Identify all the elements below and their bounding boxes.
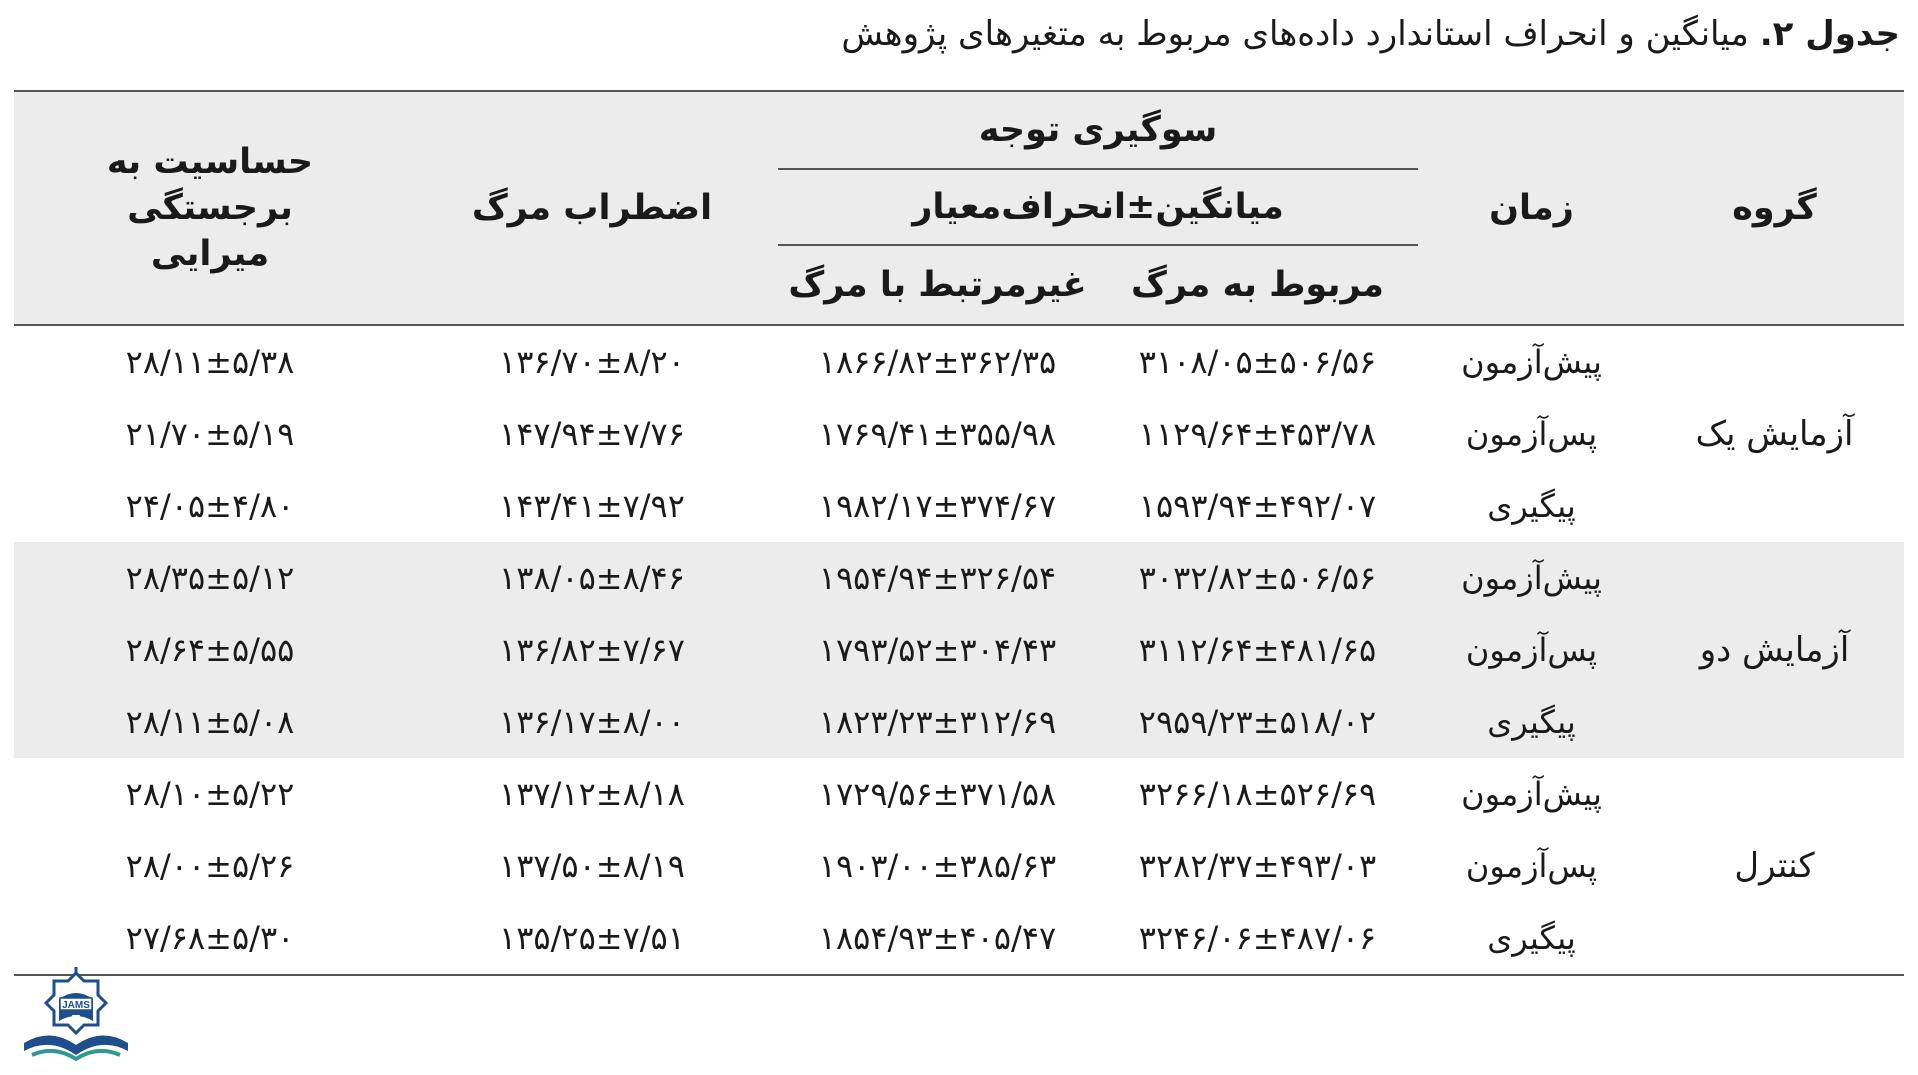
death-anxiety-cell xyxy=(406,830,778,902)
mortality-salience-cell xyxy=(14,542,406,614)
table-header xyxy=(14,91,1904,325)
death-unrelated-cell xyxy=(778,542,1097,614)
death-unrelated-cell-value: ۱۸۵۴/۹۳±۴۰۵/۴۷ xyxy=(818,919,1057,957)
table-row xyxy=(14,542,1904,614)
header-mean-sd: میانگین±انحراف‌معیار xyxy=(778,169,1418,245)
death-unrelated-cell-value: ۱۸۶۶/۸۲±۳۶۲/۳۵ xyxy=(818,343,1057,381)
death-anxiety-cell xyxy=(406,614,778,686)
table-row xyxy=(14,830,1904,902)
table-row xyxy=(14,614,1904,686)
mortality-salience-cell-value: ۲۸/۱۰±۵/۲۲ xyxy=(125,775,295,813)
mortality-salience-cell xyxy=(14,614,406,686)
mortality-salience-cell-value: ۲۱/۷۰±۵/۱۹ xyxy=(125,415,295,453)
table-row xyxy=(14,470,1904,542)
mortality-salience-cell xyxy=(14,686,406,758)
death-anxiety-cell xyxy=(406,398,778,470)
table-body xyxy=(14,325,1904,975)
mortality-salience-cell xyxy=(14,470,406,542)
death-related-cell-value: ۳۲۴۶/۰۶±۴۸۷/۰۶ xyxy=(1138,919,1377,957)
death-related-cell xyxy=(1097,325,1418,398)
time-cell: پیگیری xyxy=(1418,686,1645,758)
death-anxiety-cell-value: ۱۳۶/۷۰±۸/۲۰ xyxy=(499,343,685,381)
death-related-cell-value: ۳۲۶۶/۱۸±۵۲۶/۶۹ xyxy=(1138,775,1377,813)
death-unrelated-cell-value: ۱۷۲۹/۵۶±۳۷۱/۵۸ xyxy=(818,775,1057,813)
death-unrelated-cell-value: ۱۹۸۲/۱۷±۳۷۴/۶۷ xyxy=(818,487,1057,525)
mortality-salience-cell xyxy=(14,398,406,470)
death-related-cell xyxy=(1097,686,1418,758)
death-unrelated-cell xyxy=(778,686,1097,758)
time-cell: پس‌آزمون xyxy=(1418,614,1645,686)
death-related-cell-value: ۲۹۵۹/۲۳±۵۱۸/۰۲ xyxy=(1138,703,1377,741)
death-unrelated-cell-value: ۱۷۹۳/۵۲±۳۰۴/۴۳ xyxy=(818,631,1057,669)
death-unrelated-cell xyxy=(778,830,1097,902)
death-unrelated-cell xyxy=(778,398,1097,470)
death-related-cell-value: ۳۲۸۲/۳۷±۴۹۳/۰۳ xyxy=(1138,847,1377,885)
death-anxiety-cell xyxy=(406,902,778,975)
death-anxiety-cell-value: ۱۳۷/۱۲±۸/۱۸ xyxy=(499,775,685,813)
death-unrelated-cell xyxy=(778,902,1097,975)
death-anxiety-cell-value: ۱۴۷/۹۴±۷/۷۶ xyxy=(499,415,685,453)
header-death-anxiety: اضطراب مرگ xyxy=(406,91,778,325)
time-cell: پیش‌آزمون xyxy=(1418,542,1645,614)
mortality-salience-cell-value: ۲۸/۶۴±۵/۵۵ xyxy=(125,631,295,669)
time-cell: پیگیری xyxy=(1487,487,1576,525)
caption-label: جدول ۲. xyxy=(1759,14,1900,54)
mortality-salience-cell-value: ۲۸/۰۰±۵/۲۶ xyxy=(125,847,295,885)
time-cell: پیش‌آزمون xyxy=(1461,343,1602,381)
table-caption xyxy=(841,14,1900,54)
book-pen-logo-icon xyxy=(14,965,139,1065)
death-related-cell xyxy=(1097,614,1418,686)
table-row xyxy=(14,758,1904,830)
mortality-salience-cell-value: ۲۸/۳۵±۵/۱۲ xyxy=(125,559,295,597)
death-unrelated-cell-value: ۱۸۲۳/۲۳±۳۱۲/۶۹ xyxy=(818,703,1057,741)
table-row xyxy=(14,398,1904,470)
death-related-cell-value: ۳۱۱۲/۶۴±۴۸۱/۶۵ xyxy=(1138,631,1377,669)
death-anxiety-cell xyxy=(406,325,778,398)
death-anxiety-cell-value: ۱۳۶/۱۷±۸/۰۰ xyxy=(499,703,685,741)
group-name-cell: آزمایش دو xyxy=(1645,542,1904,758)
time-cell: پس‌آزمون xyxy=(1465,847,1598,885)
group-name-cell: آزمایش یک xyxy=(1695,414,1854,454)
mortality-salience-cell-value: ۲۸/۱۱±۵/۳۸ xyxy=(125,343,295,381)
death-related-cell xyxy=(1097,398,1418,470)
death-anxiety-cell xyxy=(406,686,778,758)
mortality-salience-cell xyxy=(14,758,406,830)
header-attention-bias: سوگیری توجه xyxy=(778,91,1418,169)
death-anxiety-cell-value: ۱۳۶/۸۲±۷/۶۷ xyxy=(499,631,685,669)
death-unrelated-cell-value: ۱۹۰۳/۰۰±۳۸۵/۶۳ xyxy=(818,847,1057,885)
death-related-cell-value: ۱۱۲۹/۶۴±۴۵۳/۷۸ xyxy=(1138,415,1377,453)
death-anxiety-cell xyxy=(406,758,778,830)
time-cell: پیش‌آزمون xyxy=(1461,775,1602,813)
death-related-cell-value: ۳۰۳۲/۸۲±۵۰۶/۵۶ xyxy=(1138,559,1377,597)
death-unrelated-cell xyxy=(778,470,1097,542)
caption-text: میانگین و انحراف استاندارد داده‌های مربوط به متغیرهای پژوهش xyxy=(841,14,1749,54)
header-mortality-salience xyxy=(14,91,406,325)
svg-text:JAMS: JAMS xyxy=(62,1000,90,1011)
header-mortality-salience-text: حساسیت به برجستگی میرایی xyxy=(106,142,314,274)
header-time: زمان xyxy=(1418,91,1645,325)
death-unrelated-cell-value: ۱۹۵۴/۹۴±۳۲۶/۵۴ xyxy=(818,559,1057,597)
data-table-container xyxy=(14,90,1904,976)
death-unrelated-cell xyxy=(778,758,1097,830)
table-row xyxy=(14,902,1904,975)
header-death-related: مربوط به مرگ xyxy=(1097,245,1418,325)
mortality-salience-cell-value: ۲۷/۶۸±۵/۳۰ xyxy=(125,919,295,957)
jams-logo xyxy=(14,965,139,1065)
death-anxiety-cell-value: ۱۳۸/۰۵±۸/۴۶ xyxy=(499,559,685,597)
death-related-cell xyxy=(1097,902,1418,975)
death-anxiety-cell-value: ۱۴۳/۴۱±۷/۹۲ xyxy=(499,487,685,525)
time-cell: پس‌آزمون xyxy=(1465,415,1598,453)
header-group: گروه xyxy=(1645,91,1904,325)
death-related-cell xyxy=(1097,758,1418,830)
death-unrelated-cell xyxy=(778,614,1097,686)
death-unrelated-cell xyxy=(778,325,1097,398)
mortality-salience-cell xyxy=(14,325,406,398)
data-table xyxy=(14,90,1904,976)
death-related-cell xyxy=(1097,830,1418,902)
group-name-cell: کنترل xyxy=(1734,846,1815,886)
header-death-unrelated: غیرمرتبط با مرگ xyxy=(778,245,1097,325)
mortality-salience-cell-value: ۲۴/۰۵±۴/۸۰ xyxy=(125,487,295,525)
death-anxiety-cell xyxy=(406,542,778,614)
death-related-cell xyxy=(1097,542,1418,614)
death-related-cell-value: ۱۵۹۳/۹۴±۴۹۲/۰۷ xyxy=(1138,487,1377,525)
mortality-salience-cell-value: ۲۸/۱۱±۵/۰۸ xyxy=(125,703,295,741)
death-unrelated-cell-value: ۱۷۶۹/۴۱±۳۵۵/۹۸ xyxy=(818,415,1057,453)
death-anxiety-cell-value: ۱۳۷/۵۰±۸/۱۹ xyxy=(499,847,685,885)
death-related-cell-value: ۳۱۰۸/۰۵±۵۰۶/۵۶ xyxy=(1138,343,1377,381)
mortality-salience-cell xyxy=(14,830,406,902)
death-anxiety-cell-value: ۱۳۵/۲۵±۷/۵۱ xyxy=(499,919,685,957)
time-cell: پیگیری xyxy=(1487,919,1576,957)
table-row xyxy=(14,325,1904,398)
death-related-cell xyxy=(1097,470,1418,542)
death-anxiety-cell xyxy=(406,470,778,542)
table-row xyxy=(14,686,1904,758)
